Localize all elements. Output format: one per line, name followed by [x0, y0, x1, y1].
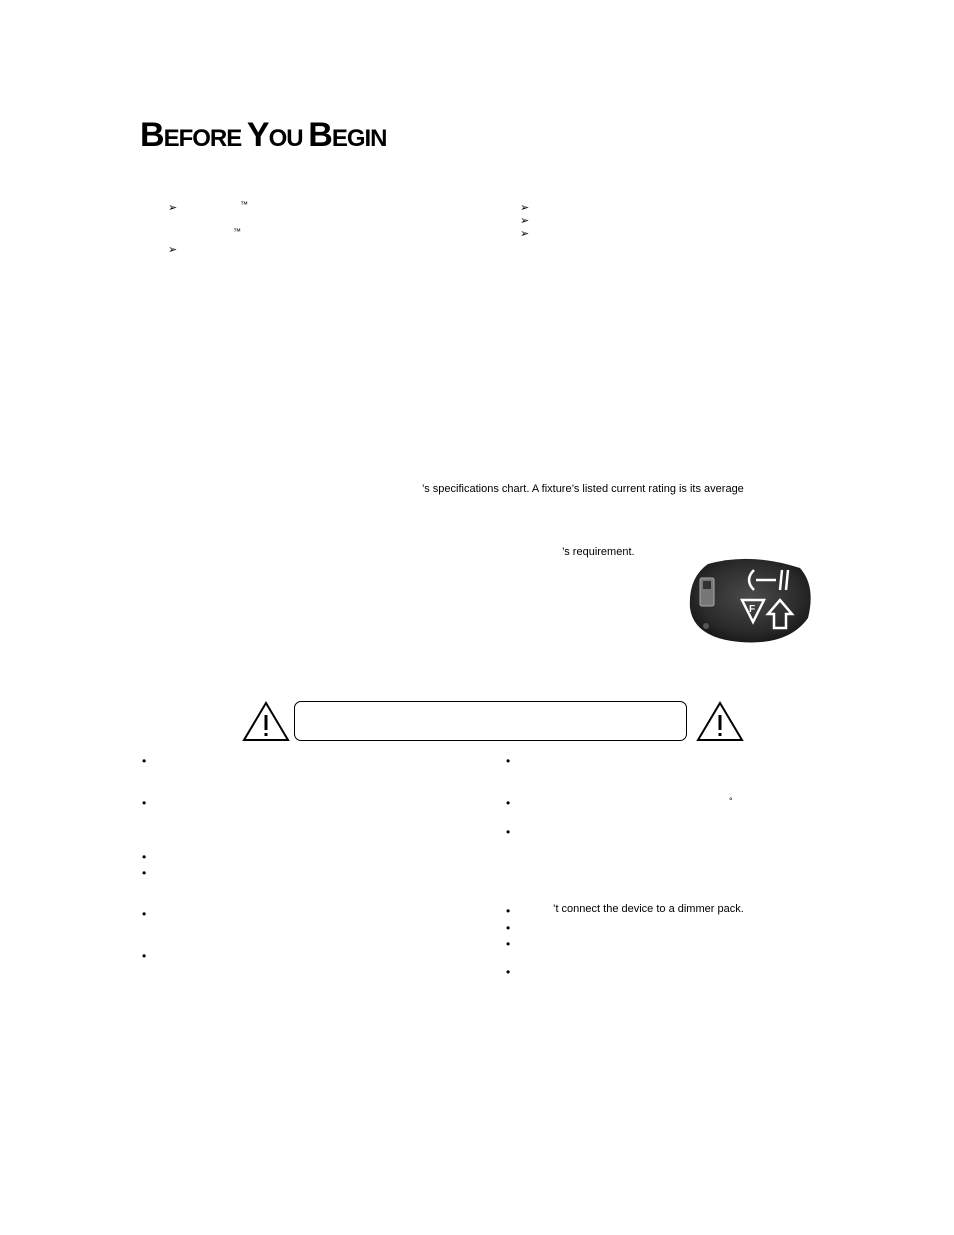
page-title: BEFORE YOU BEGIN [140, 116, 387, 154]
bullet-icon: • [506, 825, 511, 839]
warning-triangle-icon [242, 700, 290, 742]
bullet-icon: • [506, 921, 511, 935]
svg-text:F: F [749, 604, 756, 615]
bullet-icon: • [506, 937, 511, 951]
bullet-icon: • [506, 754, 511, 768]
bullet-icon: • [506, 904, 511, 918]
bullet-icon: • [506, 796, 511, 810]
bullet-icon: • [142, 796, 147, 810]
warning-triangle-icon [696, 700, 744, 742]
list-arrow-icon: ➢ [520, 215, 530, 227]
list-arrow-icon: ➢ [168, 202, 178, 214]
list-arrow-icon: ➢ [168, 244, 178, 256]
bullet-icon: • [506, 965, 511, 979]
warning-banner [294, 701, 687, 741]
trademark-mark: ™ [233, 227, 241, 236]
list-arrow-icon: ➢ [520, 228, 530, 240]
power-requirement-text: ’s requirement. [562, 546, 635, 558]
fixture-symbols-icon [688, 556, 814, 644]
dimmer-warning-text: ’t connect the device to a dimmer pack. [553, 903, 744, 915]
bullet-icon: • [142, 907, 147, 921]
list-arrow-icon: ➢ [520, 202, 530, 214]
degree-mark: ° [729, 796, 733, 806]
power-rating-text: ’s specifications chart. A fixture’s listed current rating is its average [422, 483, 744, 495]
bullet-icon: • [142, 949, 147, 963]
bullet-icon: • [142, 754, 147, 768]
bullet-icon: • [142, 850, 147, 864]
bullet-icon: • [142, 866, 147, 880]
trademark-mark: ™ [240, 200, 248, 209]
